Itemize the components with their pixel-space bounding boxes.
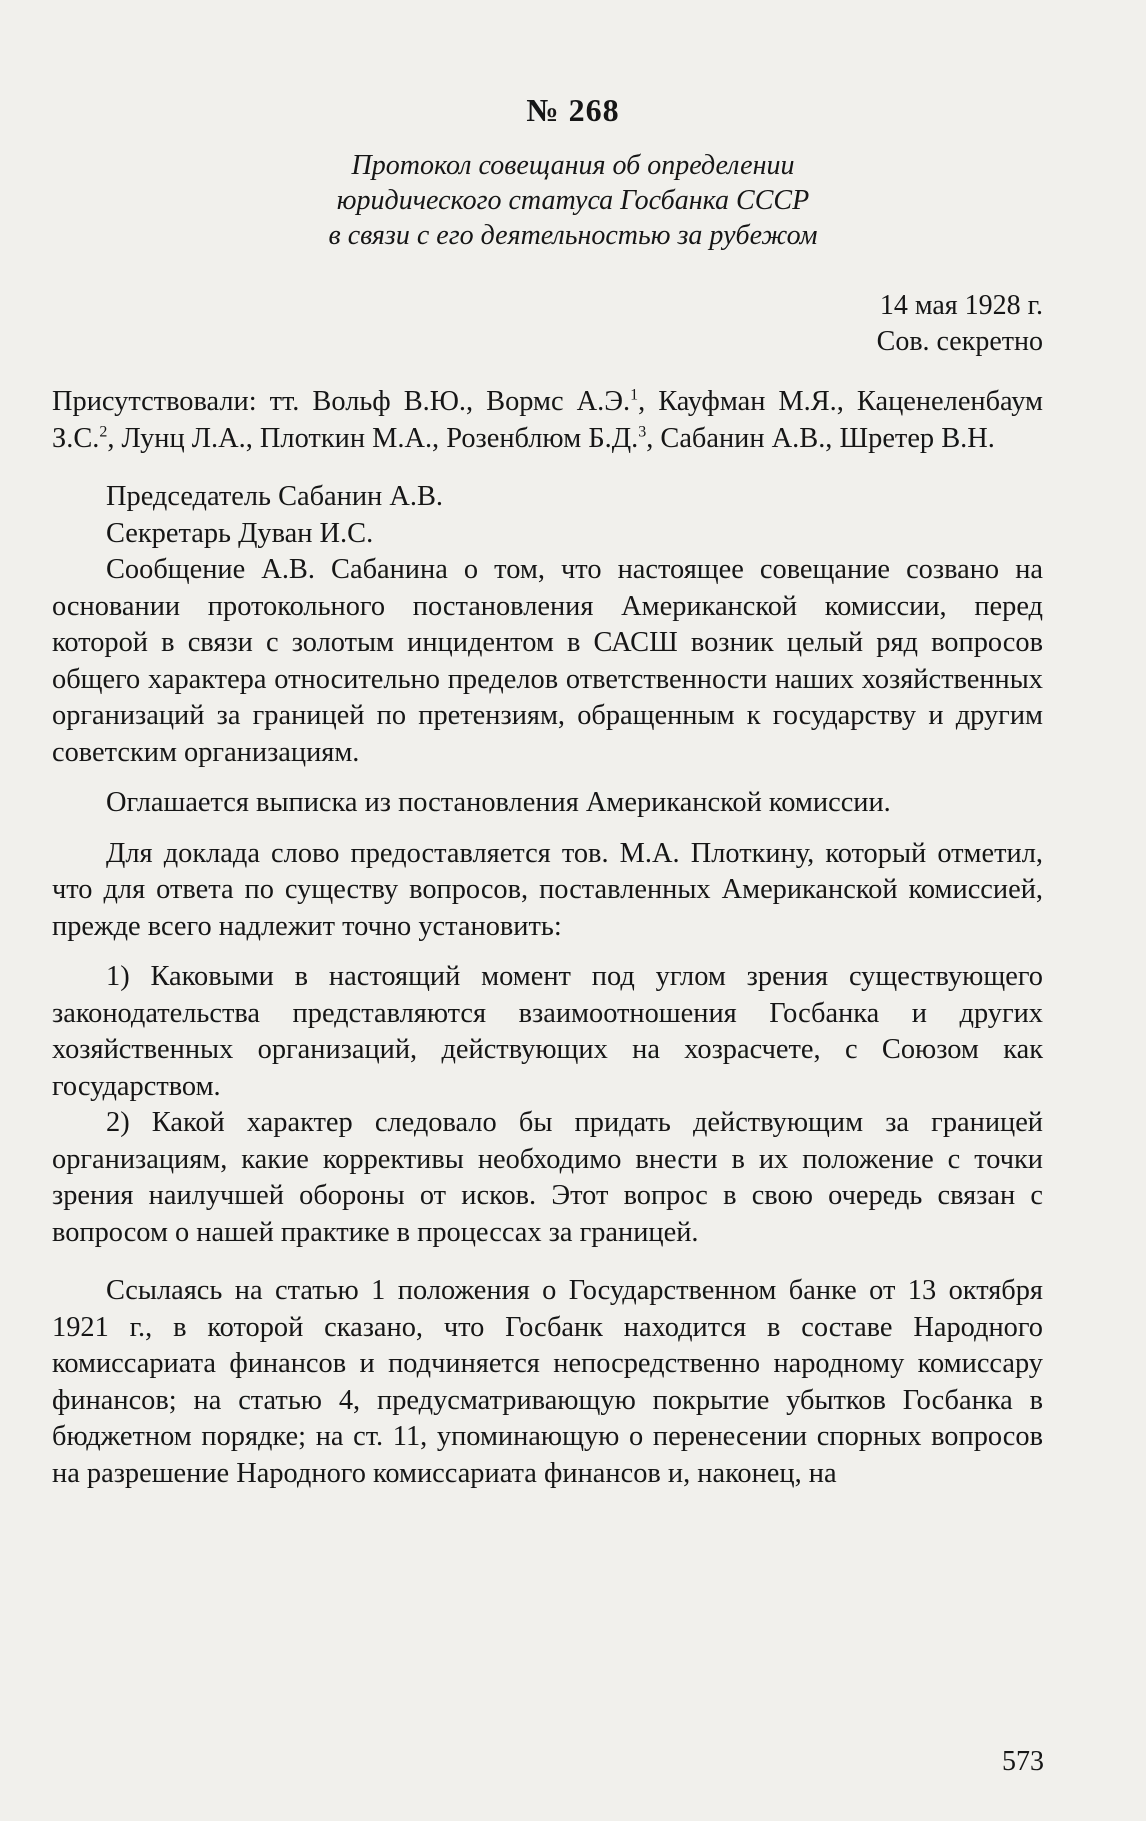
- attendees-paragraph: Присутствовали: тт. Вольф В.Ю., Вормс А.Э.$^1$, Кауфман М.Я., Каценеленбаум З.С.$^2$, Лунц Л.А., Плоткин М.А., Розенблюм Б.Д.$^3$, Сабанин А.В., Шретер В.Н.: [52, 386, 1044, 454]
- paragraph: Ссылаясь на статью 1 положения о Государственном банке от 13 октября 1921 г., в которой сказано, что Госбанк находится в составе Народного комиссариата финансов и подчиняется непосредственно народному комиссару финансов; на статью 4, предусматривающую покрытие убытков Госбанка в бюджетном порядке; на ст. 11, упоминающую о перенесении спорных вопросов на разрешение Народного комиссариата финансов и, наконец, на: [52, 1275, 1043, 1489]
- paragraph: 2) Какой характер следовало бы придать действующим за границей организациям, какие коррективы необходимо внести в их положение с точки зрения наилучшей обороны от исков. Этот вопрос в свою очередь связан с вопросом о нашей практике в процессах за границей.: [52, 1107, 1043, 1248]
- document-body: [52, 384, 1043, 1492]
- chairman-line: Председатель Сабанин А.В.: [106, 481, 443, 512]
- document-date: 14 мая 1928 г.: [879, 290, 1043, 321]
- footnote-marker: 3: [638, 423, 647, 441]
- secretary-line: Секретарь Дуван И.С.: [106, 517, 374, 549]
- paragraph: Сообщение А.В. Сабанина о том, что настоящее совещание созвано на основании протокольного постановления Американской комиссии, перед которой в связи с золотым инцидентом в САСШ возник целый ряд вопросов общего характера относительно пределов ответственности наших хозяйственных организаций за границей по претензиям, обращенным к государству и другим советским организациям.: [52, 554, 1043, 768]
- title-line: в связи с его деятельностью за рубежом: [328, 220, 818, 251]
- document-number: № 268: [526, 92, 620, 128]
- page-number: 573: [1002, 1746, 1044, 1777]
- document-title: [200, 148, 946, 253]
- footnote-marker: 2: [99, 423, 108, 441]
- paragraph: 1) Каковыми в настоящий момент под углом зрения существующего законодательства представляются взаимоотношения Госбанка и других хозяйственных организаций, действующих на хозрасчете, с Союзом как государством.: [52, 961, 1043, 1102]
- footnote-marker: 1: [630, 386, 639, 404]
- classification-label: Сов. секретно: [876, 326, 1043, 357]
- title-line: Протокол совещания об определении: [351, 150, 795, 181]
- paragraph: Для доклада слово предоставляется тов. М.А. Плоткину, который отметил, что для ответа по существу вопросов, поставленных Американской комиссией, прежде всего надлежит точно установить:: [52, 837, 1043, 942]
- title-line: юридического статуса Госбанка СССР: [336, 185, 810, 216]
- paragraph: Оглашается выписка из постановления Американской комиссии.: [106, 787, 891, 818]
